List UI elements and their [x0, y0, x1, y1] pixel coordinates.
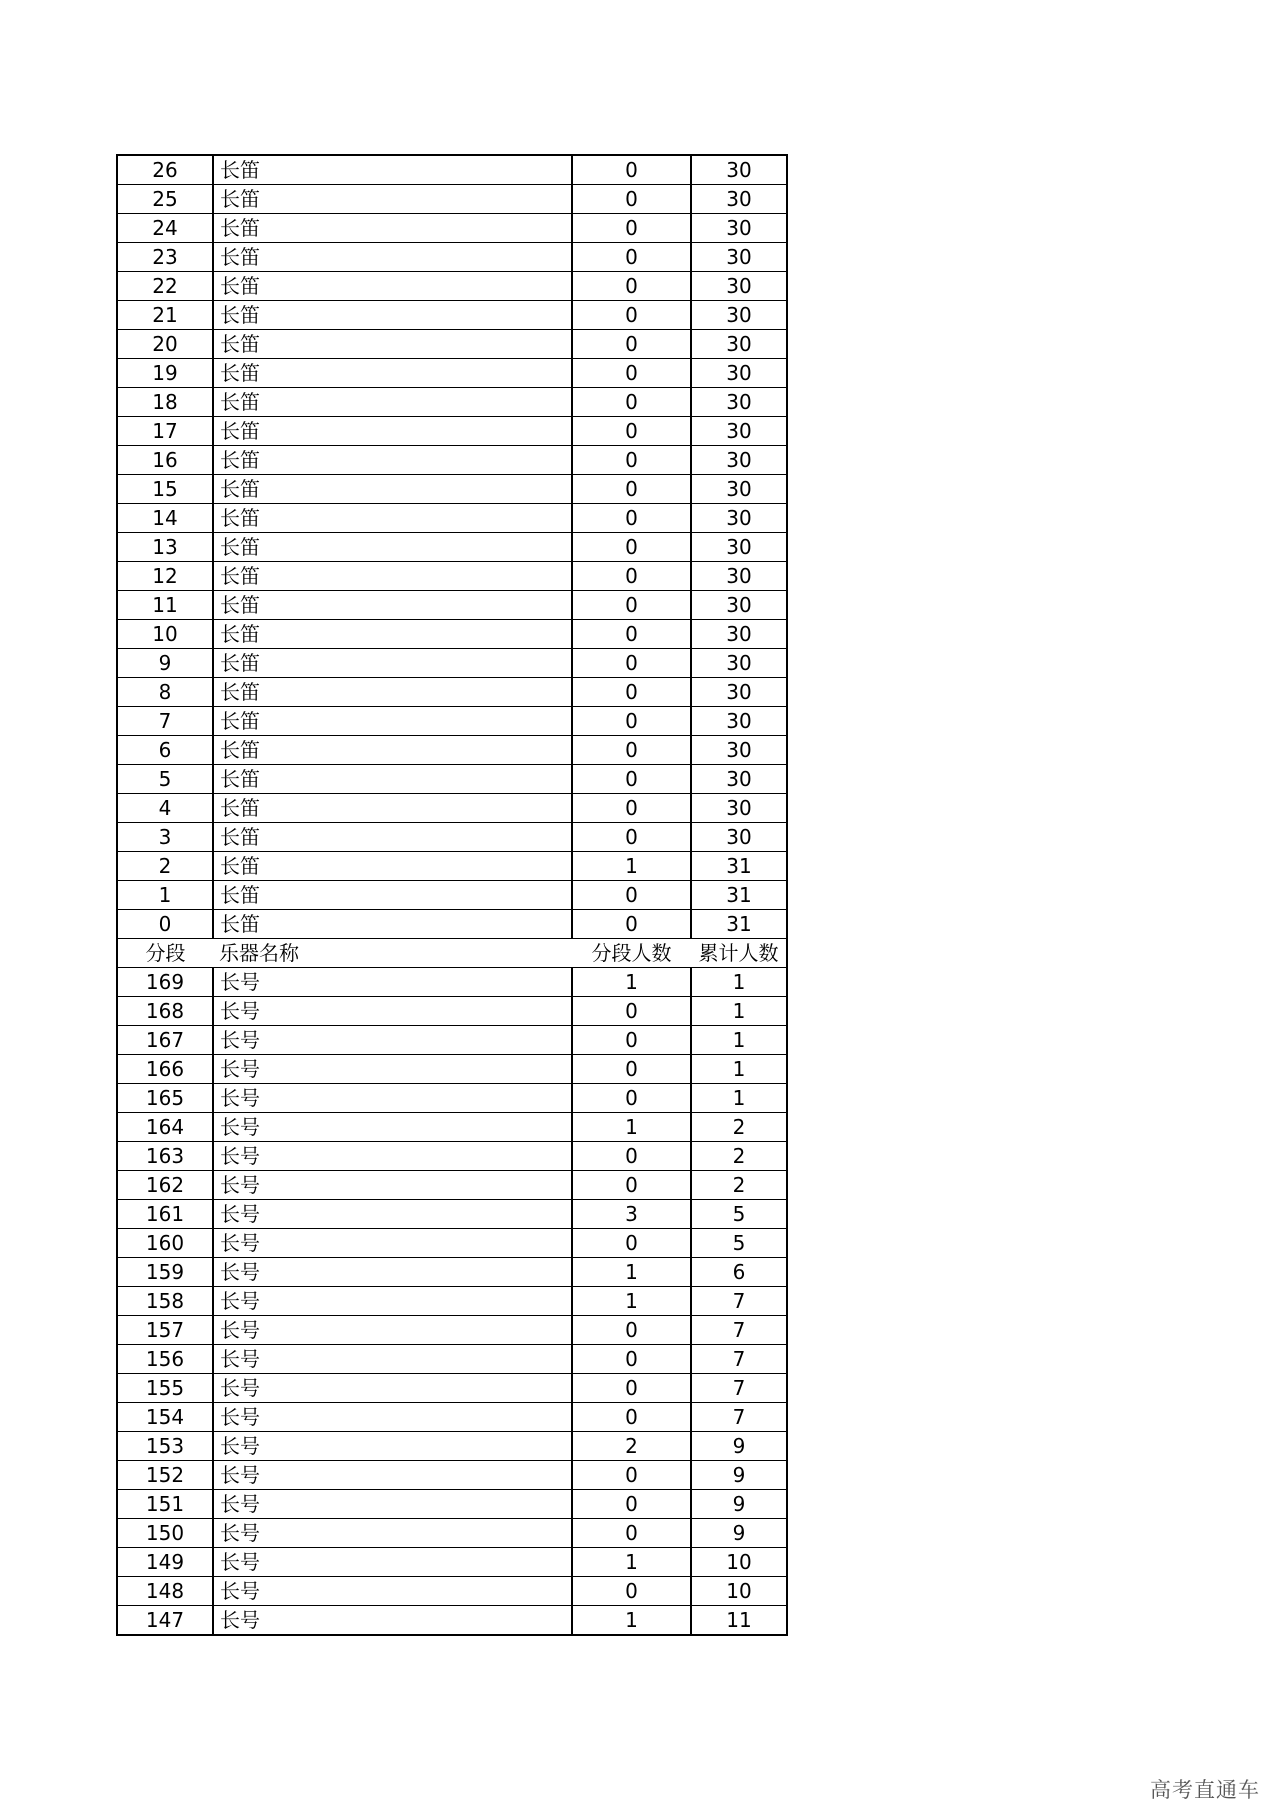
cumulative-cell: 30 — [691, 388, 787, 417]
header-cumulative: 累计人数 — [691, 939, 787, 968]
score-cell: 152 — [117, 1461, 213, 1490]
instrument-cell: 长号 — [213, 1461, 572, 1490]
score-cell: 14 — [117, 504, 213, 533]
instrument-cell: 长号 — [213, 1403, 572, 1432]
table-row — [117, 1200, 787, 1229]
cumulative-cell: 30 — [691, 185, 787, 214]
count-cell: 0 — [572, 359, 691, 388]
count-cell: 0 — [572, 910, 691, 939]
score-cell: 156 — [117, 1345, 213, 1374]
cumulative-cell: 30 — [691, 155, 787, 185]
score-cell: 20 — [117, 330, 213, 359]
table-row — [117, 330, 787, 359]
table-row — [117, 1055, 787, 1084]
instrument-cell: 长笛 — [213, 446, 572, 475]
cumulative-cell: 30 — [691, 591, 787, 620]
table-row — [117, 852, 787, 881]
instrument-cell: 长笛 — [213, 823, 572, 852]
cumulative-cell: 7 — [691, 1374, 787, 1403]
table-row — [117, 649, 787, 678]
score-cell: 16 — [117, 446, 213, 475]
cumulative-cell: 31 — [691, 910, 787, 939]
score-cell: 22 — [117, 272, 213, 301]
count-cell: 0 — [572, 1229, 691, 1258]
instrument-cell: 长笛 — [213, 155, 572, 185]
count-cell: 1 — [572, 1113, 691, 1142]
score-cell: 1 — [117, 881, 213, 910]
score-cell: 148 — [117, 1577, 213, 1606]
cumulative-cell: 30 — [691, 707, 787, 736]
count-cell: 0 — [572, 475, 691, 504]
count-cell: 0 — [572, 301, 691, 330]
cumulative-cell: 7 — [691, 1403, 787, 1432]
cumulative-cell: 30 — [691, 417, 787, 446]
instrument-cell: 长号 — [213, 1142, 572, 1171]
table-row — [117, 1606, 787, 1636]
cumulative-cell: 30 — [691, 620, 787, 649]
cumulative-cell: 30 — [691, 794, 787, 823]
table-row — [117, 359, 787, 388]
score-cell: 147 — [117, 1606, 213, 1636]
count-cell: 1 — [572, 1606, 691, 1636]
instrument-cell: 长号 — [213, 1084, 572, 1113]
table-row — [117, 1026, 787, 1055]
count-cell: 0 — [572, 504, 691, 533]
instrument-cell: 长笛 — [213, 881, 572, 910]
score-cell: 6 — [117, 736, 213, 765]
instrument-cell: 长笛 — [213, 620, 572, 649]
cumulative-cell: 9 — [691, 1519, 787, 1548]
count-cell: 1 — [572, 968, 691, 997]
cumulative-cell: 7 — [691, 1316, 787, 1345]
table-row — [117, 1142, 787, 1171]
table-row — [117, 1258, 787, 1287]
cumulative-cell: 30 — [691, 823, 787, 852]
score-cell: 12 — [117, 562, 213, 591]
instrument-cell: 长号 — [213, 1055, 572, 1084]
instrument-cell: 长笛 — [213, 185, 572, 214]
count-cell: 0 — [572, 620, 691, 649]
cumulative-cell: 10 — [691, 1577, 787, 1606]
cumulative-cell: 5 — [691, 1229, 787, 1258]
cumulative-cell: 9 — [691, 1461, 787, 1490]
count-cell: 0 — [572, 1490, 691, 1519]
table-row — [117, 1345, 787, 1374]
score-cell: 153 — [117, 1432, 213, 1461]
table-header-row — [117, 939, 787, 968]
instrument-cell: 长号 — [213, 1548, 572, 1577]
instrument-cell: 长号 — [213, 1229, 572, 1258]
count-cell: 0 — [572, 1461, 691, 1490]
cumulative-cell: 7 — [691, 1287, 787, 1316]
cumulative-cell: 1 — [691, 968, 787, 997]
table-row — [117, 1374, 787, 1403]
instrument-cell: 长号 — [213, 1316, 572, 1345]
count-cell: 0 — [572, 214, 691, 243]
count-cell: 0 — [572, 155, 691, 185]
table-row — [117, 155, 787, 185]
score-cell: 19 — [117, 359, 213, 388]
cumulative-cell: 30 — [691, 330, 787, 359]
instrument-cell: 长笛 — [213, 649, 572, 678]
table-row — [117, 185, 787, 214]
count-cell: 0 — [572, 997, 691, 1026]
score-cell: 159 — [117, 1258, 213, 1287]
count-cell: 0 — [572, 243, 691, 272]
score-cell: 8 — [117, 678, 213, 707]
cumulative-cell: 9 — [691, 1490, 787, 1519]
cumulative-cell: 1 — [691, 997, 787, 1026]
table-row — [117, 1171, 787, 1200]
score-cell: 5 — [117, 765, 213, 794]
table-row — [117, 707, 787, 736]
score-cell: 162 — [117, 1171, 213, 1200]
cumulative-cell: 10 — [691, 1548, 787, 1577]
cumulative-cell: 31 — [691, 852, 787, 881]
cumulative-cell: 1 — [691, 1084, 787, 1113]
instrument-cell: 长笛 — [213, 765, 572, 794]
score-cell: 161 — [117, 1200, 213, 1229]
count-cell: 0 — [572, 1345, 691, 1374]
instrument-cell: 长笛 — [213, 678, 572, 707]
score-cell: 151 — [117, 1490, 213, 1519]
instrument-cell: 长号 — [213, 1287, 572, 1316]
table-row — [117, 910, 787, 939]
cumulative-cell: 30 — [691, 765, 787, 794]
instrument-cell: 长笛 — [213, 388, 572, 417]
table-row — [117, 533, 787, 562]
count-cell: 0 — [572, 1374, 691, 1403]
score-cell: 9 — [117, 649, 213, 678]
table-row — [117, 417, 787, 446]
score-cell: 18 — [117, 388, 213, 417]
count-cell: 2 — [572, 1432, 691, 1461]
cumulative-cell: 5 — [691, 1200, 787, 1229]
count-cell: 0 — [572, 649, 691, 678]
count-cell: 1 — [572, 852, 691, 881]
instrument-cell: 长号 — [213, 1374, 572, 1403]
count-cell: 0 — [572, 1171, 691, 1200]
table-row — [117, 214, 787, 243]
instrument-cell: 长笛 — [213, 910, 572, 939]
score-distribution-table — [116, 154, 788, 1636]
instrument-cell: 长号 — [213, 997, 572, 1026]
cumulative-cell: 30 — [691, 649, 787, 678]
watermark-text: 高考直通车 — [1150, 1778, 1260, 1802]
header-score: 分段 — [117, 939, 213, 968]
table-row — [117, 591, 787, 620]
score-cell: 25 — [117, 185, 213, 214]
score-cell: 0 — [117, 910, 213, 939]
instrument-cell: 长号 — [213, 1519, 572, 1548]
table-row — [117, 1519, 787, 1548]
score-cell: 168 — [117, 997, 213, 1026]
table-row — [117, 475, 787, 504]
table-row — [117, 1403, 787, 1432]
count-cell: 0 — [572, 1316, 691, 1345]
instrument-cell: 长号 — [213, 968, 572, 997]
score-cell: 165 — [117, 1084, 213, 1113]
table-row — [117, 1287, 787, 1316]
table-row — [117, 997, 787, 1026]
instrument-cell: 长笛 — [213, 243, 572, 272]
table-row — [117, 823, 787, 852]
instrument-cell: 长号 — [213, 1171, 572, 1200]
score-cell: 169 — [117, 968, 213, 997]
count-cell: 0 — [572, 591, 691, 620]
table-row — [117, 968, 787, 997]
table-row — [117, 1084, 787, 1113]
instrument-cell: 长笛 — [213, 794, 572, 823]
count-cell: 0 — [572, 330, 691, 359]
cumulative-cell: 30 — [691, 562, 787, 591]
score-cell: 164 — [117, 1113, 213, 1142]
table-row — [117, 243, 787, 272]
cumulative-cell: 7 — [691, 1345, 787, 1374]
score-cell: 13 — [117, 533, 213, 562]
instrument-cell: 长号 — [213, 1200, 572, 1229]
score-cell: 158 — [117, 1287, 213, 1316]
score-cell: 166 — [117, 1055, 213, 1084]
header-instrument: 乐器名称 — [213, 939, 572, 968]
instrument-cell: 长笛 — [213, 736, 572, 765]
table-row — [117, 1113, 787, 1142]
score-cell: 160 — [117, 1229, 213, 1258]
cumulative-cell: 30 — [691, 533, 787, 562]
count-cell: 1 — [572, 1258, 691, 1287]
table-row — [117, 504, 787, 533]
score-cell: 154 — [117, 1403, 213, 1432]
table-row — [117, 1316, 787, 1345]
instrument-cell: 长号 — [213, 1490, 572, 1519]
score-cell: 23 — [117, 243, 213, 272]
count-cell: 0 — [572, 794, 691, 823]
score-cell: 10 — [117, 620, 213, 649]
instrument-cell: 长号 — [213, 1258, 572, 1287]
count-cell: 0 — [572, 707, 691, 736]
score-cell: 163 — [117, 1142, 213, 1171]
cumulative-cell: 31 — [691, 881, 787, 910]
instrument-cell: 长笛 — [213, 707, 572, 736]
instrument-cell: 长笛 — [213, 417, 572, 446]
cumulative-cell: 30 — [691, 272, 787, 301]
table-row — [117, 301, 787, 330]
count-cell: 0 — [572, 1055, 691, 1084]
instrument-cell: 长笛 — [213, 591, 572, 620]
instrument-cell: 长号 — [213, 1432, 572, 1461]
instrument-cell: 长笛 — [213, 533, 572, 562]
count-cell: 0 — [572, 533, 691, 562]
score-cell: 2 — [117, 852, 213, 881]
instrument-cell: 长号 — [213, 1345, 572, 1374]
instrument-cell: 长号 — [213, 1026, 572, 1055]
cumulative-cell: 1 — [691, 1026, 787, 1055]
count-cell: 0 — [572, 736, 691, 765]
table-row — [117, 1490, 787, 1519]
count-cell: 0 — [572, 823, 691, 852]
table-row — [117, 765, 787, 794]
count-cell: 0 — [572, 1403, 691, 1432]
cumulative-cell: 1 — [691, 1055, 787, 1084]
table-row — [117, 620, 787, 649]
cumulative-cell: 30 — [691, 678, 787, 707]
instrument-cell: 长笛 — [213, 301, 572, 330]
cumulative-cell: 30 — [691, 475, 787, 504]
count-cell: 0 — [572, 1577, 691, 1606]
score-cell: 15 — [117, 475, 213, 504]
score-cell: 17 — [117, 417, 213, 446]
instrument-cell: 长号 — [213, 1113, 572, 1142]
count-cell: 0 — [572, 388, 691, 417]
count-cell: 0 — [572, 678, 691, 707]
count-cell: 1 — [572, 1287, 691, 1316]
table-body — [117, 155, 787, 1635]
count-cell: 0 — [572, 881, 691, 910]
count-cell: 0 — [572, 1084, 691, 1113]
instrument-cell: 长笛 — [213, 272, 572, 301]
cumulative-cell: 9 — [691, 1432, 787, 1461]
cumulative-cell: 30 — [691, 736, 787, 765]
score-cell: 21 — [117, 301, 213, 330]
header-count: 分段人数 — [572, 939, 691, 968]
table-row — [117, 1577, 787, 1606]
table-row — [117, 388, 787, 417]
instrument-cell: 长笛 — [213, 504, 572, 533]
score-cell: 155 — [117, 1374, 213, 1403]
count-cell: 0 — [572, 1519, 691, 1548]
instrument-cell: 长号 — [213, 1606, 572, 1636]
cumulative-cell: 30 — [691, 446, 787, 475]
count-cell: 0 — [572, 417, 691, 446]
score-cell: 3 — [117, 823, 213, 852]
table-row — [117, 881, 787, 910]
score-cell: 150 — [117, 1519, 213, 1548]
instrument-cell: 长笛 — [213, 214, 572, 243]
table-row — [117, 1461, 787, 1490]
count-cell: 0 — [572, 1026, 691, 1055]
cumulative-cell: 30 — [691, 301, 787, 330]
cumulative-cell: 30 — [691, 359, 787, 388]
cumulative-cell: 30 — [691, 214, 787, 243]
instrument-cell: 长号 — [213, 1577, 572, 1606]
cumulative-cell: 30 — [691, 504, 787, 533]
score-cell: 7 — [117, 707, 213, 736]
table-row — [117, 678, 787, 707]
count-cell: 1 — [572, 1548, 691, 1577]
cumulative-cell: 2 — [691, 1142, 787, 1171]
instrument-cell: 长笛 — [213, 330, 572, 359]
count-cell: 0 — [572, 1142, 691, 1171]
cumulative-cell: 2 — [691, 1113, 787, 1142]
table-row — [117, 736, 787, 765]
count-cell: 0 — [572, 562, 691, 591]
table-row — [117, 272, 787, 301]
score-cell: 157 — [117, 1316, 213, 1345]
cumulative-cell: 30 — [691, 243, 787, 272]
score-cell: 167 — [117, 1026, 213, 1055]
instrument-cell: 长笛 — [213, 852, 572, 881]
instrument-cell: 长笛 — [213, 562, 572, 591]
score-cell: 4 — [117, 794, 213, 823]
cumulative-cell: 2 — [691, 1171, 787, 1200]
table-row — [117, 1229, 787, 1258]
table-row — [117, 1548, 787, 1577]
count-cell: 0 — [572, 185, 691, 214]
count-cell: 0 — [572, 446, 691, 475]
score-cell: 11 — [117, 591, 213, 620]
score-cell: 26 — [117, 155, 213, 185]
table-row — [117, 794, 787, 823]
cumulative-cell: 11 — [691, 1606, 787, 1636]
table-row — [117, 446, 787, 475]
score-cell: 24 — [117, 214, 213, 243]
score-cell: 149 — [117, 1548, 213, 1577]
count-cell: 3 — [572, 1200, 691, 1229]
count-cell: 0 — [572, 272, 691, 301]
table-row — [117, 1432, 787, 1461]
cumulative-cell: 6 — [691, 1258, 787, 1287]
table-row — [117, 562, 787, 591]
instrument-cell: 长笛 — [213, 359, 572, 388]
count-cell: 0 — [572, 765, 691, 794]
instrument-cell: 长笛 — [213, 475, 572, 504]
